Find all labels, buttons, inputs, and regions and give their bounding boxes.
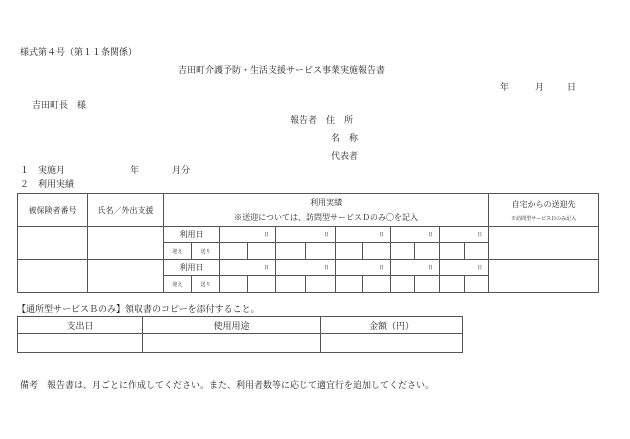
pickup-cell[interactable] [391, 243, 415, 260]
header-usage-title: 利用実績 [310, 198, 343, 207]
day-cell[interactable]: 日 [391, 227, 440, 243]
dropoff-cell[interactable] [415, 276, 440, 293]
pickup-cell[interactable] [391, 276, 415, 293]
expense-date-cell[interactable] [18, 334, 143, 353]
header-destination-note: ※訪問型サービスＤのみ記入 [511, 215, 577, 222]
pickup-cell[interactable] [220, 276, 248, 293]
form-number: 様式第４号（第１１条関係） [20, 48, 138, 58]
pickup-cell[interactable] [276, 276, 306, 293]
day-cell[interactable]: 日 [276, 260, 336, 276]
section-1-label: １ 実施月 [20, 166, 66, 176]
date-year: 年 [500, 83, 510, 93]
dropoff-cell[interactable] [363, 243, 391, 260]
dropoff-cell[interactable] [306, 276, 336, 293]
dropoff-cell[interactable] [465, 276, 489, 293]
dropoff-cell[interactable] [465, 243, 489, 260]
name-cell[interactable] [88, 260, 164, 293]
dropoff-label: 送り [192, 276, 220, 293]
day-cell[interactable]: 日 [336, 260, 391, 276]
section-1-year: 年 [130, 166, 140, 176]
day-cell[interactable]: 日 [440, 260, 489, 276]
pickup-cell[interactable] [220, 243, 248, 260]
dropoff-cell[interactable] [415, 243, 440, 260]
dropoff-cell[interactable] [248, 276, 276, 293]
dropoff-cell[interactable] [306, 243, 336, 260]
header-name: 氏名／外出支援 [88, 194, 164, 227]
pickup-cell[interactable] [336, 276, 363, 293]
header-amount: 金額（円） [321, 317, 463, 334]
name-cell[interactable] [88, 227, 164, 260]
insured-number-cell[interactable] [18, 227, 88, 260]
section-1-month: 月分 [172, 166, 191, 176]
use-day-label: 利用日 [164, 260, 220, 276]
dropoff-label: 送り [192, 243, 220, 260]
day-cell[interactable]: 日 [391, 260, 440, 276]
reporter-representative: 代表者 [331, 152, 359, 162]
pickup-cell[interactable] [276, 243, 306, 260]
header-usage-note: ※送迎については、訪問型サービスＤのみ〇を記入 [234, 213, 418, 222]
destination-cell[interactable] [489, 227, 599, 260]
form-title: 吉田町介護予防・生活支援サービス事業実施報告書 [178, 66, 386, 76]
day-cell[interactable]: 日 [440, 227, 489, 243]
insured-number-cell[interactable] [18, 260, 88, 293]
remarks: 備考 報告書は、月ごとに作成してください。また、利用者数等に応じて適宜行を追加してください。 [20, 381, 435, 391]
reporter-name: 名 称 [331, 134, 359, 144]
day-cell[interactable]: 日 [220, 260, 276, 276]
date-day: 日 [567, 83, 577, 93]
addressee: 吉田町長 様 [32, 101, 87, 111]
reporter-address: 報告者 住 所 [290, 116, 354, 126]
dropoff-cell[interactable] [363, 276, 391, 293]
header-use: 使用用途 [143, 317, 321, 334]
section-3-label: 【通所型サービスＢのみ】領収書のコピーを添付すること。 [17, 305, 260, 315]
pickup-cell[interactable] [440, 276, 465, 293]
header-expense-date: 支出日 [18, 317, 143, 334]
use-day-label: 利用日 [164, 227, 220, 243]
pickup-cell[interactable] [440, 243, 465, 260]
header-insured-number: 被保険者番号 [18, 194, 88, 227]
usage-table [17, 193, 599, 293]
use-cell[interactable] [143, 334, 321, 353]
amount-cell[interactable] [321, 334, 463, 353]
header-destination-title: 自宅からの送迎先 [511, 199, 576, 209]
header-destination [489, 194, 599, 227]
day-cell[interactable]: 日 [336, 227, 391, 243]
expense-table [17, 316, 463, 353]
header-usage [164, 194, 489, 227]
day-cell[interactable]: 日 [220, 227, 276, 243]
day-cell[interactable]: 日 [276, 227, 336, 243]
pickup-cell[interactable] [336, 243, 363, 260]
pickup-label: 迎え [164, 276, 192, 293]
pickup-label: 迎え [164, 243, 192, 260]
dropoff-cell[interactable] [248, 243, 276, 260]
section-2-label: ２ 利用実績 [20, 180, 75, 190]
destination-cell[interactable] [489, 260, 599, 293]
date-month: 月 [535, 83, 545, 93]
